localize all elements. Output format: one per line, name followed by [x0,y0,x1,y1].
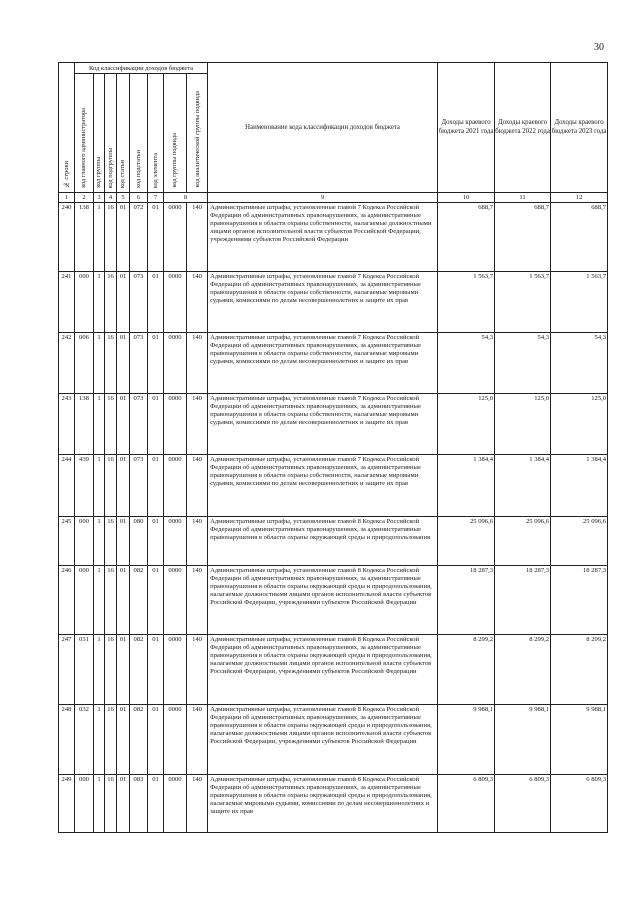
cell-amount-2021: 18 287,3 [438,566,495,635]
cell-amount-2023: 1 563,7 [551,272,608,333]
cell-amount-2021: 25 096,6 [438,517,495,566]
col-number: 1 [59,193,75,203]
cell-no: 242 [59,333,75,394]
cell-amount-2023: 1 384,4 [551,455,608,517]
cell-admin: 000 [75,566,94,635]
cell-element: 01 [148,705,164,775]
cell-article: 01 [117,775,130,833]
cell-group: 1 [94,272,105,333]
table-body [59,203,608,833]
cell-element: 01 [148,203,164,272]
header-code-admin: код главного администратора [75,74,94,193]
cell-amount-2023: 9 988,1 [551,705,608,775]
cell-subvid: 0000 [164,566,187,635]
cell-subvid: 0000 [164,455,187,517]
cell-subvid: 0000 [164,517,187,566]
col-number: 6 [130,193,148,203]
cell-substatya: 082 [130,705,148,775]
cell-name: Административные штрафы, установленные главой 8 Кодекса Российской Федерации об административных правонарушениях, за административные правонарушения в области охраны окружающей среды и природопользования, налагаемые должностными лицами органов исполнительной власти субъектов Российской Федерации, учреждениями субъектов Российской Федерации [208,705,438,775]
table-row [59,566,608,635]
cell-amount-2022: 8 299,2 [495,635,551,705]
cell-subgroup: 16 [105,272,117,333]
cell-substatya: 082 [130,635,148,705]
cell-group: 1 [94,705,105,775]
cell-analytic: 140 [187,333,208,394]
cell-substatya: 073 [130,333,148,394]
cell-element: 01 [148,517,164,566]
header-code-subvid: код группы подвида [164,74,187,193]
cell-name: Административные штрафы, установленные главой 8 Кодекса Российской Федерации об административных правонарушениях, за административные правонарушения в области охраны окружающей среды и природопользования, налагаемые должностными лицами органов исполнительной власти субъектов Российской Федерации, учреждениями субъектов Российской Федерации [208,566,438,635]
cell-no: 243 [59,394,75,455]
cell-analytic: 140 [187,203,208,272]
header-year-2023: Доходы краевого бюджета 2023 года [551,63,608,193]
cell-subgroup: 16 [105,566,117,635]
cell-no: 240 [59,203,75,272]
cell-amount-2022: 18 287,3 [495,566,551,635]
cell-amount-2022: 54,3 [495,333,551,394]
cell-admin: 031 [75,635,94,705]
col-number: 4 [105,193,117,203]
cell-amount-2023: 8 299,2 [551,635,608,705]
cell-amount-2022: 9 988,1 [495,705,551,775]
cell-no: 245 [59,517,75,566]
col-number: 2 [75,193,94,203]
table-row [59,455,608,517]
cell-element: 01 [148,455,164,517]
cell-subvid: 0000 [164,705,187,775]
cell-article: 01 [117,455,130,517]
cell-amount-2021: 6 809,3 [438,775,495,833]
cell-no: 246 [59,566,75,635]
cell-analytic: 140 [187,635,208,705]
header-code-analytic: код аналитической группы подвида [187,74,208,193]
cell-substatya: 083 [130,775,148,833]
cell-substatya: 082 [130,566,148,635]
cell-element: 01 [148,635,164,705]
cell-subvid: 0000 [164,635,187,705]
cell-amount-2023: 18 287,3 [551,566,608,635]
table-row [59,203,608,272]
cell-amount-2021: 54,3 [438,333,495,394]
cell-no: 249 [59,775,75,833]
cell-amount-2021: 9 988,1 [438,705,495,775]
cell-subgroup: 16 [105,775,117,833]
col-number: 10 [438,193,495,203]
header-code-group: код группы [94,74,105,193]
cell-group: 1 [94,517,105,566]
col-number: 12 [551,193,608,203]
cell-admin: 000 [75,517,94,566]
cell-no: 247 [59,635,75,705]
col-number: 3 [94,193,105,203]
cell-name: Административные штрафы, установленные главой 8 Кодекса Российской Федерации об административных правонарушениях, за административные правонарушения в области охраны окружающей среды и природопользования, налагаемые мировыми судьями, комиссиями по делам несовершеннолетних и защите их прав [208,775,438,833]
cell-article: 01 [117,394,130,455]
cell-group: 1 [94,394,105,455]
cell-amount-2022: 688,7 [495,203,551,272]
cell-article: 01 [117,705,130,775]
cell-no: 241 [59,272,75,333]
cell-subgroup: 16 [105,455,117,517]
cell-amount-2021: 125,0 [438,394,495,455]
cell-amount-2021: 1 563,7 [438,272,495,333]
cell-amount-2023: 54,3 [551,333,608,394]
header-year-2022: Доходы краевого бюджета 2022 года [495,63,551,193]
cell-name: Административные штрафы, установленные главой 7 Кодекса Российской Федерации об административных правонарушениях, за административные правонарушения в области охраны собственности, налагаемые мировыми судьями, комиссиями по делам несовершеннолетних и защите их прав [208,394,438,455]
cell-amount-2023: 688,7 [551,203,608,272]
cell-no: 248 [59,705,75,775]
cell-amount-2021: 688,7 [438,203,495,272]
cell-element: 01 [148,333,164,394]
cell-substatya: 080 [130,517,148,566]
cell-group: 1 [94,635,105,705]
header-name: Наименование кода классификации доходов бюджета [208,63,438,193]
cell-subgroup: 16 [105,203,117,272]
cell-name: Административные штрафы, установленные главой 7 Кодекса Российской Федерации об административных правонарушениях, за административные правонарушения в области охраны собственности, налагаемые мировыми судьями, комиссиями по делам несовершеннолетних и защите их прав [208,272,438,333]
cell-admin: 439 [75,455,94,517]
header-code-element: код элемента [148,74,164,193]
cell-analytic: 140 [187,566,208,635]
col-number: 7 [148,193,164,203]
cell-amount-2023: 25 096,6 [551,517,608,566]
cell-subvid: 0000 [164,775,187,833]
cell-amount-2023: 125,0 [551,394,608,455]
cell-analytic: 140 [187,455,208,517]
cell-article: 01 [117,272,130,333]
header-code-substatya: код подстатьи [130,74,148,193]
cell-amount-2021: 1 384,4 [438,455,495,517]
cell-name: Административные штрафы, установленные главой 7 Кодекса Российской Федерации об административных правонарушениях, за административные правонарушения в области охраны собственности, налагаемые мировыми судьями, комиссиями по делам несовершеннолетних и защите их прав [208,333,438,394]
cell-group: 1 [94,333,105,394]
cell-article: 01 [117,566,130,635]
cell-analytic: 140 [187,272,208,333]
col-number: 5 [117,193,130,203]
cell-subvid: 0000 [164,333,187,394]
cell-subgroup: 16 [105,517,117,566]
table-row [59,333,608,394]
table-row [59,775,608,833]
table-row [59,635,608,705]
cell-group: 1 [94,455,105,517]
header-row-no: № строки [59,63,75,193]
cell-name: Административные штрафы, установленные главой 8 Кодекса Российской Федерации об административных правонарушениях, за административные правонарушения в области охраны окружающей среды и природопользования [208,517,438,566]
cell-subvid: 0000 [164,272,187,333]
cell-substatya: 073 [130,272,148,333]
cell-no: 244 [59,455,75,517]
cell-admin: 000 [75,775,94,833]
cell-subgroup: 16 [105,394,117,455]
cell-article: 01 [117,635,130,705]
cell-admin: 138 [75,394,94,455]
cell-analytic: 140 [187,775,208,833]
cell-name: Административные штрафы, установленные главой 8 Кодекса Российской Федерации об административных правонарушениях, за административные правонарушения в области охраны окружающей среды и природопользования, налагаемые должностными лицами органов исполнительной власти субъектов Российской Федерации, учреждениями субъектов Российской Федерации [208,635,438,705]
col-number: 8 [164,193,208,203]
cell-analytic: 140 [187,394,208,455]
header-classification-group: Код классификации доходов бюджета [75,63,208,74]
cell-element: 01 [148,394,164,455]
cell-amount-2022: 1 384,4 [495,455,551,517]
cell-substatya: 073 [130,455,148,517]
cell-analytic: 140 [187,517,208,566]
header-code-article: код статьи [117,74,130,193]
cell-amount-2021: 8 299,2 [438,635,495,705]
cell-element: 01 [148,566,164,635]
cell-article: 01 [117,203,130,272]
cell-group: 1 [94,775,105,833]
cell-amount-2023: 6 809,3 [551,775,608,833]
cell-group: 1 [94,566,105,635]
cell-admin: 006 [75,333,94,394]
cell-admin: 138 [75,203,94,272]
cell-subgroup: 16 [105,705,117,775]
cell-admin: 032 [75,705,94,775]
cell-admin: 000 [75,272,94,333]
col-number: 9 [208,193,438,203]
page-number: 30 [594,42,604,53]
cell-group: 1 [94,203,105,272]
cell-substatya: 073 [130,394,148,455]
cell-article: 01 [117,517,130,566]
table-row [59,705,608,775]
cell-element: 01 [148,775,164,833]
cell-name: Административные штрафы, установленные главой 7 Кодекса Российской Федерации об административных правонарушениях, за административные правонарушения в области охраны собственности, налагаемые мировыми судьями, комиссиями по делам несовершеннолетних и защите их прав [208,455,438,517]
revenue-table [58,62,608,833]
header-code-subgroup: код подгруппы [105,74,117,193]
cell-amount-2022: 25 096,6 [495,517,551,566]
cell-substatya: 072 [130,203,148,272]
cell-name: Административные штрафы, установленные главой 7 Кодекса Российской Федерации об административных правонарушениях, за административные правонарушения в области охраны собственности, налагаемые должностными лицами органов исполнительной власти субъектов Российской Федерации, учреждениями субъектов Российской Федерации [208,203,438,272]
cell-amount-2022: 6 809,3 [495,775,551,833]
cell-analytic: 140 [187,705,208,775]
cell-subgroup: 16 [105,635,117,705]
cell-amount-2022: 1 563,7 [495,272,551,333]
cell-element: 01 [148,272,164,333]
table-row [59,272,608,333]
table-row [59,394,608,455]
header-year-2021: Доходы краевого бюджета 2021 года [438,63,495,193]
cell-subvid: 0000 [164,203,187,272]
col-number: 11 [495,193,551,203]
cell-subvid: 0000 [164,394,187,455]
cell-article: 01 [117,333,130,394]
cell-amount-2022: 125,0 [495,394,551,455]
cell-subgroup: 16 [105,333,117,394]
column-numbers-row [59,193,608,203]
table-row [59,517,608,566]
